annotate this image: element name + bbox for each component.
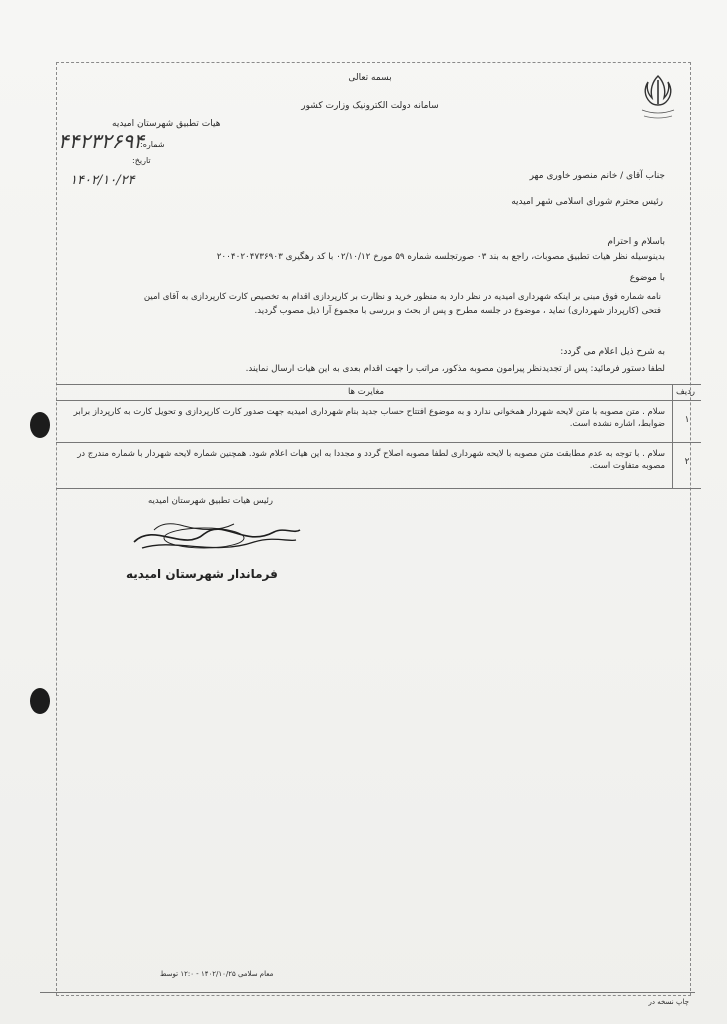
table-row-number: ۱ bbox=[684, 415, 690, 425]
signature-scribble bbox=[124, 512, 304, 562]
date-handwritten: ۱۴۰۲/۱۰/۲۴ bbox=[70, 173, 135, 188]
number-handwritten: ۴۴۲۳۲۶۹۴ bbox=[58, 129, 144, 153]
signatory-title: فرماندار شهرستان امیدیه bbox=[126, 567, 278, 581]
punch-hole bbox=[30, 688, 50, 714]
addressee-title: رئیس محترم شورای اسلامی شهر امیدیه bbox=[511, 197, 663, 207]
footer-print-label: چاپ نسخه در bbox=[648, 998, 689, 1006]
body-paragraph-line2: فتحی (کارپرداز شهرداری) نماید ، موضوع در جلسه مطرح و پس از بحث و بررسی با مجموع آرا ذیل مصوب گردید. bbox=[254, 306, 661, 316]
table-row-number: ۲ bbox=[684, 457, 690, 467]
iran-emblem-icon bbox=[636, 70, 680, 128]
header-system-name: سامانه دولت الکترونیک وزارت کشور bbox=[301, 101, 439, 111]
footer-divider bbox=[40, 992, 695, 993]
column-header-discrepancies: مغایرت ها bbox=[347, 387, 385, 397]
table-row-text: سلام . متن مصوبه با متن لایحه شهردار همخوانی ندارد و به موضوع افتتاح حساب جدید بنام شهرداری امیدیه جهت صدور کارت کارپردازی و تحویل کارت به کارپرداز برابر ضوابط، اشاره نشده است. bbox=[73, 407, 665, 430]
date-label: تاریخ: bbox=[132, 156, 151, 165]
table-row-text: سلام . با توجه به عدم مطابقت متن مصوبه با لایحه شهرداری لطفا مصوبه اصلاح گردد و مجددا به این هیات اعلام شود. همچنین شماره لایحه شهردار با شماره مندرج در مصوبه متفاوت است. bbox=[77, 449, 665, 472]
column-header-row: ردیف bbox=[675, 387, 695, 397]
number-label: شماره: bbox=[140, 140, 165, 149]
body-paragraph-line1: نامه شماره فوق مبنی بر اینکه شهرداری امیدیه در نظر دارد به منظور خرید و نظارت بر کارپردازی اقدام به تخصیص کارت کارپردازی به آقای امین bbox=[143, 292, 661, 302]
footer-print-info: معام سلامی ۱۴۰۲/۱۰/۲۵ - ۱۲:۰ توسط bbox=[160, 970, 274, 978]
greeting: باسلام و احترام bbox=[607, 237, 665, 247]
header-council-name: هیات تطبیق شهرستان امیدیه bbox=[112, 119, 221, 129]
body-intro: بدینوسیله نظر هیات تطبیق مصوبات، راجع به بند ۰۳ صورتجلسه شماره ۵۹ مورخ ۰۲/۱۰/۱۲ با کد رهگیری ۲۰۰۴۰۲۰۴۷۳۶۹۰۳ bbox=[216, 252, 665, 262]
announcement-line: به شرح ذیل اعلام می گردد: bbox=[560, 347, 665, 357]
discrepancies-table bbox=[56, 384, 701, 490]
signature-caption: رئیس هیات تطبیق شهرستان امیدیه bbox=[148, 496, 273, 506]
request-line: لطفا دستور فرمائید: پس از تجدیدنظر پیرامون مصوبه مذکور، مراتب را جهت اقدام بعدی به این هیات ارسال نمایند. bbox=[245, 364, 665, 374]
punch-hole bbox=[30, 412, 50, 438]
subject-label: با موضوع bbox=[629, 273, 665, 283]
addressee-line: جناب آقای / خانم منصور خاوری مهر bbox=[529, 171, 665, 181]
header-invocation: بسمه تعالی bbox=[348, 73, 392, 83]
